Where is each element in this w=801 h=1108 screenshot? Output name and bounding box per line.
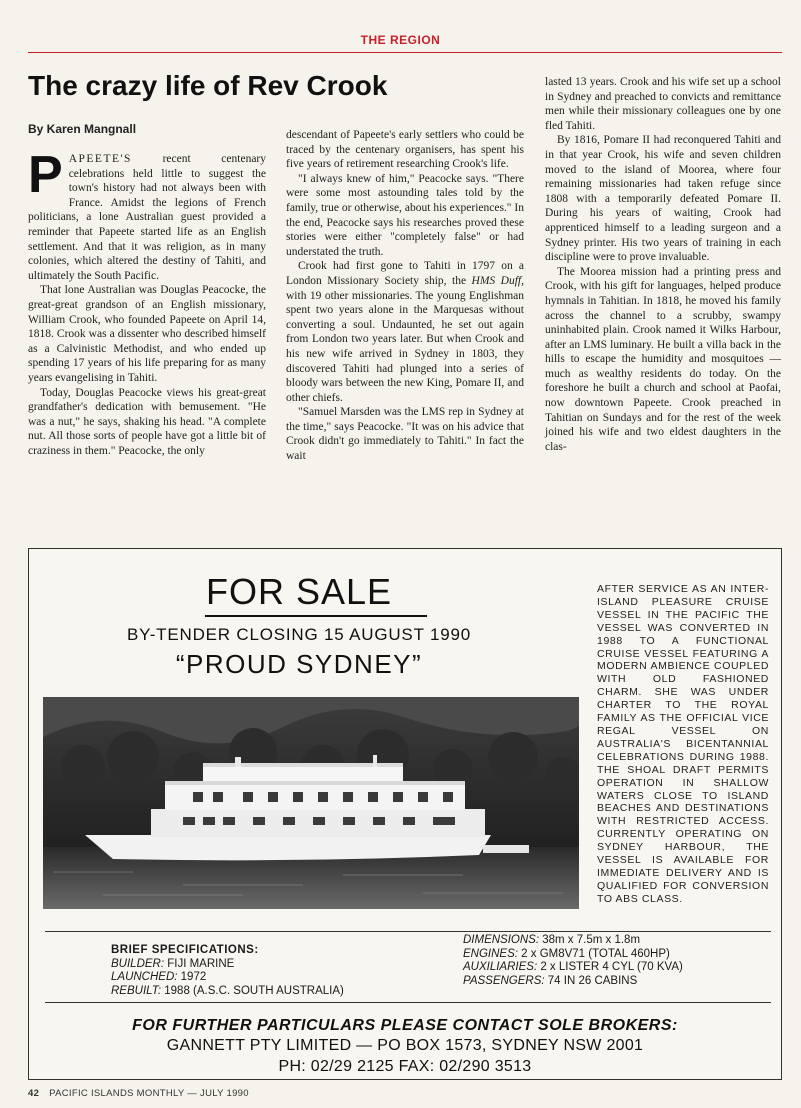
spec-label: DIMENSIONS:	[463, 934, 540, 946]
spec-row	[111, 985, 344, 999]
spec-label: ENGINES:	[463, 947, 518, 960]
article-headline: The crazy life of Rev Crook	[28, 70, 388, 101]
lead-caps: APEETE'S	[68, 153, 132, 165]
specifications-right	[463, 934, 683, 988]
spec-label: LAUNCHED:	[111, 971, 178, 983]
vessel-photo	[43, 697, 579, 909]
ship-name: HMS Duff,	[471, 274, 524, 287]
section-rule	[28, 52, 782, 53]
ad-title: FOR SALE	[205, 571, 393, 612]
spec-row	[463, 948, 683, 962]
page-number: 42	[28, 1088, 40, 1099]
spec-value: 1988 (A.S.C. SOUTH AUSTRALIA)	[161, 984, 344, 997]
paragraph-text: recent centenary celebrations held little to suggest the town's history had not always been with France. Amidst the legions of French politicians, a lone Australian guest provided a reminder that Papeete started life as an English settlement. And that it was religion, as in many colonies, which altered the destiny of Tahiti, and ultimately the South Pacific.	[28, 153, 266, 282]
spec-label: REBUILT:	[111, 984, 162, 997]
article-paragraph: By 1816, Pomare II had reconquered Tahiti and in that year Crook, his wife and seven children moved to the island of Moorea, where four remaining missionaries had taken refuge since 1808 with a temporarily defeated Pomare II. During his years of waiting, Crook had apprenticed himself to a leading surgeon and a Sydney printer. His two years of training in each discipline were to prove invaluable.	[545, 134, 781, 264]
article-paragraph: "Samuel Marsden was the LMS rep in Sydney at the time," says Peacocke. "It was on his advice that Crook didn't go immediately to Tahiti." In fact the wait	[286, 406, 524, 463]
drop-cap: P	[28, 146, 63, 204]
section-label: THE REGION	[360, 33, 441, 47]
specifications-heading: BRIEF SPECIFICATIONS:	[111, 944, 259, 956]
article-paragraph: descendant of Papeete's early settlers who could be traced by the centenary organisers, has spent his five years of retirement researching Crook's life.	[286, 129, 524, 171]
spec-row	[111, 958, 344, 972]
article-paragraph	[286, 259, 524, 405]
spec-value: 74 IN 26 CABINS	[544, 974, 638, 987]
article-paragraph: Today, Douglas Peacocke views his great-great grandfather's dedication with bemusement. "He was a nut," he says, shaking his head. "A complete nut. All those sorts of people have got a little bit of craziness in them." Peacocke, the only	[28, 386, 266, 457]
article-paragraph: The Moorea mission had a printing press and Crook, with his gift for languages, helped produce hymnals in Tahitian. In 1818, he moved his family across the channel to a scrubby, swampy uninhabited plain. Crook named it Wilks Harbour, after an LMS luminary. He built a villa back in the hills to escape the humidity and mosquitoes — much as wealthy residents do today. On the foreshore he built a church and school at Paofai, now downtown Papeete. Crook preached in Tahitian on Sundays and for the rest of the week joined his wife and two eldest daughters in the clas-	[545, 265, 781, 453]
ad-tender-line: BY-TENDER CLOSING 15 AUGUST 1990	[126, 625, 471, 644]
article-paragraph: lasted 13 years. Crook and his wife set up a school in Sydney and preached to convicts and remittance men while their missionary colleagues one by one fled Tahiti.	[545, 76, 781, 132]
vessel-illustration	[43, 697, 579, 909]
page-footer	[28, 1088, 249, 1099]
broker-phone-fax: PH: 02/29 2125 FAX: 02/290 3513	[278, 1058, 532, 1075]
article-column-1	[28, 146, 266, 532]
broker-address: GANNETT PTY LIMITED — PO BOX 1573, SYDNEY NSW 2001	[166, 1037, 644, 1054]
article-column-2	[286, 128, 524, 528]
spec-label: PASSENGERS:	[463, 974, 545, 987]
spec-value: 2 x LISTER 4 CYL (70 KVA)	[537, 961, 683, 973]
spec-value: 38m x 7.5m x 1.8m	[539, 934, 641, 946]
spec-value: 2 x GM8V71 (TOTAL 460HP)	[517, 947, 670, 960]
article-paragraph	[28, 146, 266, 283]
spec-row	[463, 961, 683, 975]
specifications-box	[45, 931, 771, 1003]
article-paragraph: "I always knew of him," Peacocke says. "There were some most astounding tales told by the family, true or otherwise, about his experiences." In the end, Peacocke says his researches proved these stories were either "completely false" or had understated the truth.	[286, 172, 524, 258]
for-sale-advertisement	[28, 548, 782, 1080]
contact-heading: FOR FURTHER PARTICULARS PLEASE CONTACT SOLE BROKERS:	[132, 1017, 678, 1034]
ad-title-underline	[205, 615, 427, 617]
article-byline: By Karen Mangnall	[28, 122, 137, 136]
ad-vessel-name: “PROUD SYDNEY”	[175, 649, 423, 679]
paragraph-text: Crook had first gone to Tahiti in 1797 on a London Missionary Society ship, the	[286, 260, 524, 287]
specifications-left	[111, 944, 344, 998]
spec-row	[463, 975, 683, 989]
paragraph-text: with 19 other missionaries. The young Englishman spent two years alone in the Marquesas without converting a soul. Undaunted, he set out again from London two years later. But when Crook and his new wife arrived in Sydney in 1803, they discovered Tahiti had plunged into a series of bloody wars between the new King, Pomare II, and other chiefs.	[286, 289, 524, 404]
article-paragraph: That lone Australian was Douglas Peacocke, the great-great grandson of an English missionary, William Crook, who founded Papeete on April 14, 1818. Crook was a dissenter who described himself as a Calvinistic Methodist, and who ended up spending 17 years of his life preparing for as many years evangelising in Tahiti.	[28, 284, 266, 384]
spec-row	[463, 934, 683, 948]
vessel-description: AFTER SERVICE AS AN INTER-ISLAND PLEASURE CRUISE VESSEL IN THE PACIFIC THE VESSEL WAS CONVERTED IN 1988 TO A FUNCTIONAL CRUISE VESSEL FEATURING A MODERN AMBIENCE COUPLED WITH OLD FASHIONED CHARM. SHE WAS UNDER CHARTER TO THE ROYAL FAMILY AS THE OFFICIAL VICE REGAL VESSEL ON AUSTRALIA'S BICENTANNIAL CELEBRATIONS DURING 1988. THE SHOAL DRAFT PERMITS OPERATION IN SHALLOW WATERS CLOSE TO ISLAND BEACHES AND DESTINATIONS WITH RESTRICTED ACCESS. CURRENTLY OPERATING ON SYDNEY HARBOUR, THE VESSEL IS AVAILABLE FOR IMMEDIATE DELIVERY AND IS QUALIFIED FOR CONVERSION TO ABS CLASS.	[597, 583, 769, 905]
spec-value: 1972	[177, 971, 207, 983]
spec-label: AUXILIARIES:	[463, 961, 538, 973]
spec-row	[111, 971, 344, 985]
spec-label: BUILDER:	[111, 957, 165, 970]
publication-line: PACIFIC ISLANDS MONTHLY — JULY 1990	[49, 1088, 249, 1099]
spec-value: FIJI MARINE	[164, 957, 235, 970]
article-column-3	[545, 75, 781, 535]
